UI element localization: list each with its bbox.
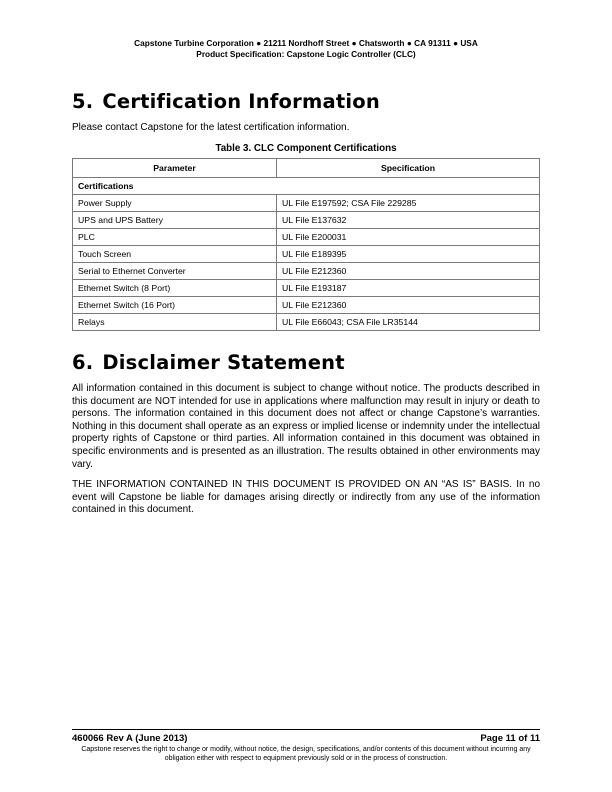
table-caption: Table 3. CLC Component Certifications	[215, 143, 397, 154]
specification-cell: UL File E212360	[277, 263, 540, 280]
page-header	[0, 38, 612, 60]
header-doc-title: Product Specification: Capstone Logic Controller (CLC)	[196, 49, 416, 59]
section-6-heading	[72, 351, 345, 374]
section-5-title: Certification Information	[102, 90, 380, 113]
parameter-cell: Power Supply	[73, 195, 277, 212]
section-5-number: 5.	[72, 90, 94, 113]
certifications-table	[72, 158, 540, 331]
table-row	[73, 297, 540, 314]
table-row	[73, 195, 540, 212]
page-number: Page 11 of 11	[480, 733, 540, 744]
specification-cell: UL File E189395	[277, 246, 540, 263]
section-6-title: Disclaimer Statement	[102, 351, 345, 374]
column-header-specification: Specification	[277, 159, 540, 178]
section-5-heading	[72, 90, 380, 113]
column-header-parameter: Parameter	[73, 159, 277, 178]
specification-cell: UL File E66043; CSA File LR35144	[277, 314, 540, 331]
disclaimer-paragraph-2: THE INFORMATION CONTAINED IN THIS DOCUMENT IS PROVIDED ON AN “AS IS” BASIS. In no event will Capstone be liable for damages arising directly or indirectly from any use of the information contained in this document.	[72, 479, 540, 516]
section-6-number: 6.	[72, 351, 94, 374]
footer-legal-note: Capstone reserves the right to change or modify, without notice, the design, specifications, and/or contents of this document without incurring any obligation either with respect to equipment previously sold or in the process of construction.	[81, 746, 531, 762]
parameter-cell: Relays	[73, 314, 277, 331]
disclaimer-paragraph-1: All information contained in this document is subject to change without notice. The products described in this document are NOT intended for use in applications where malfunction may result in injury or death to persons. The information contained in this document does not affect or change Capstone’s warranties. Nothing in this document shall operate as an express or implied license or indemnity under the intellectual property rights of Capstone or third parties. All information contained in this document was obtained in specific environments and is presented as an illustration. The results obtained in other environments may vary.	[72, 383, 540, 470]
parameter-cell: Ethernet Switch (8 Port)	[73, 280, 277, 297]
specification-cell: UL File E193187	[277, 280, 540, 297]
table-row	[73, 263, 540, 280]
header-address: Capstone Turbine Corporation ● 21211 Nordhoff Street ● Chatsworth ● CA 91311 ● USA	[134, 38, 478, 48]
table-row	[73, 229, 540, 246]
specification-cell: UL File E212360	[277, 297, 540, 314]
parameter-cell: PLC	[73, 229, 277, 246]
table-header-row	[73, 159, 540, 178]
parameter-cell: Serial to Ethernet Converter	[73, 263, 277, 280]
specification-cell: UL File E197592; CSA File 229285	[277, 195, 540, 212]
parameter-cell: Touch Screen	[73, 246, 277, 263]
table-row	[73, 246, 540, 263]
parameter-cell: Ethernet Switch (16 Port)	[73, 297, 277, 314]
table-row	[73, 212, 540, 229]
parameter-cell: UPS and UPS Battery	[73, 212, 277, 229]
table-section-row	[73, 178, 540, 195]
table-row	[73, 280, 540, 297]
table-section-label: Certifications	[73, 178, 540, 195]
table-row	[73, 314, 540, 331]
footer-divider	[72, 729, 540, 730]
specification-cell: UL File E137632	[277, 212, 540, 229]
specification-cell: UL File E200031	[277, 229, 540, 246]
document-id: 460066 Rev A (June 2013)	[72, 733, 188, 744]
section-5-intro: Please contact Capstone for the latest certification information.	[72, 122, 350, 133]
